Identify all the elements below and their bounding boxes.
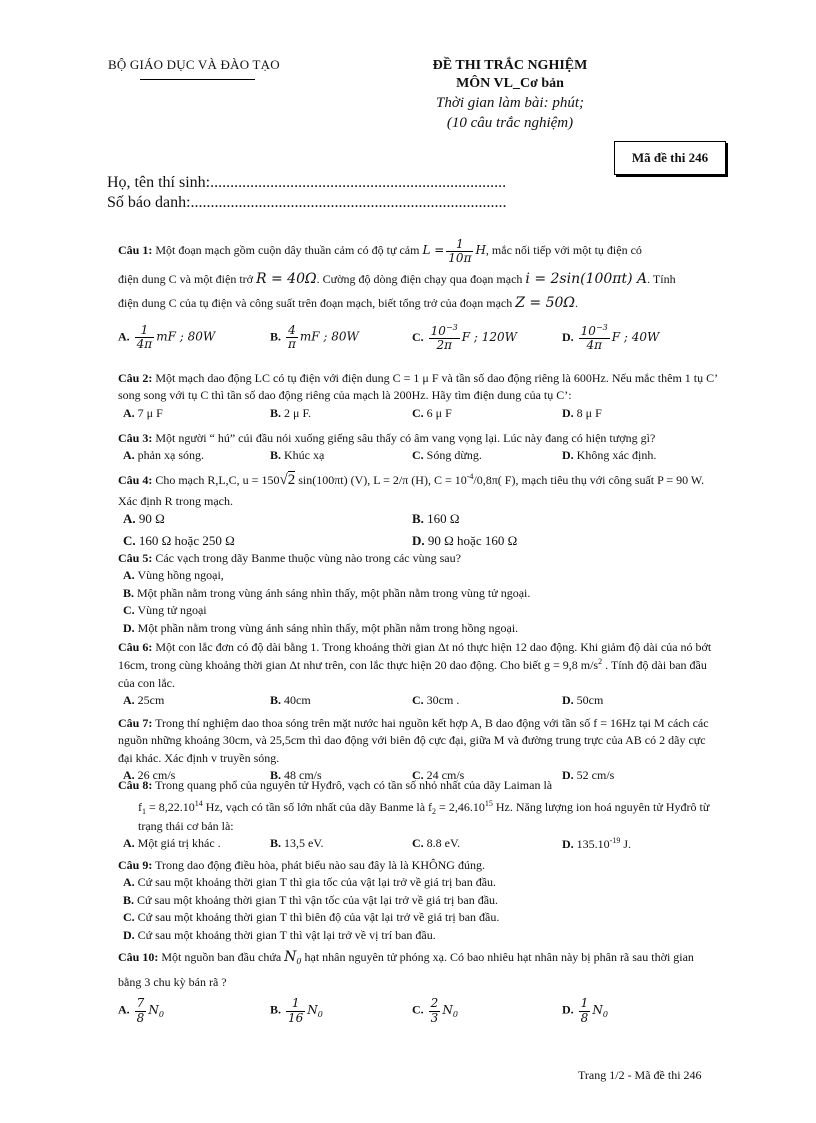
q4-option-a[interactable]: A. 90 Ω [123,510,165,526]
question-5: Câu 5: Các vạch trong dãy Banme thuộc vùng nào trong các vùng sau? A. Vùng hồng ngoại, B. Một phần nằm trong vùng ánh sáng nhìn thấy, một phần nằm trong vùng tử ngoại. C. Vùng tử ngoại D. Một phần nằm trong vùng ánh sáng nhìn thấy, một phần nằm trong hồng ngoại. [118,550,720,637]
question-3: Câu 3: Một người “ hú” cúi đầu nói xuống giếng sâu thấy có âm vang vọng lại. Lúc này đang có hiện tượng gì? A. phản xạ sóng. B. Khúc xạ C. Sóng dừng. D. Không xác định. [118,430,720,464]
q6-option-a[interactable]: A. 25cm [123,693,165,708]
q5-option-b[interactable]: B. Một phần nằm trong vùng ánh sáng nhìn thấy, một phần nằm trong vùng tử ngoại. [123,585,531,600]
q2-option-d[interactable]: D. 8 μ F [562,405,602,420]
subject: MÔN VL_Cơ bản [456,76,564,91]
q9-option-c[interactable]: C. Cứ sau một khoảng thời gian T thì biên độ của vật lại trở về giá trị ban đầu. [123,910,500,925]
question-6: Câu 6: Một con lắc đơn có độ dài bằng 1. Trong khoảng thời gian Δt nó thực hiện 12 dao động. Khi giảm độ dài của nó bớt 16cm, trong cùng khoảng thời gian Δt như trên, con lắc thực hiện 20 dao động. Cho biết g = 9,8 $m/s^2$ . Tính độ dài ban đầu của con lắc. A. 25cm B. 40cm C. 30cm . D. 50cm [118,639,720,709]
q7-option-b[interactable]: B. 48 cm/s [270,768,322,783]
q8-option-c[interactable]: C. 8.8 eV. [412,836,461,851]
q1-L: L = [422,243,445,257]
q5-option-d[interactable]: D. Một phần nằm trong vùng ánh sáng nhìn thấy, một phần nằm trong hồng ngoại. [123,620,519,635]
q2-text: Một mạch dao động LC có tụ điện với điện dung C = 1 μ F và tần số dao động riêng là 600Hz. Nếu mắc thêm 1 tụ C’ song song với tụ C thì tần số dao động riêng của mạch là 200Hz. Hãy tìm điện dung của tụ C’: [118,371,718,403]
student-name-field: Họ, tên thí sinh:.......................................................................... [107,174,507,191]
q1-option-c[interactable]: C. $\frac{10^{-3}}{2\pi}$ F ; 120W [412,322,517,352]
q1-Z: Z = 50Ω [515,295,576,312]
exam-code-box: Mã đề thi 246 [614,141,726,175]
q6-option-b[interactable]: B. 40cm [270,693,311,708]
q1-L-fraction: $\frac{1}{10\pi}$ [448,236,472,265]
exam-time: Thời gian làm bài: phút; [435,95,584,111]
q10-option-b[interactable]: B. $\frac{1}{16}$ $N_0$ [270,996,323,1025]
q10-option-d[interactable]: D. $\frac{1}{8}$ $N_0$ [562,996,608,1025]
question-2: Câu 2: Một mạch dao động LC có tụ điện với điện dung C = 1 μ F và tần số dao động riêng là 600Hz. Nếu mắc thêm 1 tụ C’ song song với tụ C thì tần số dao động riêng của mạch là 200Hz. Hãy tìm điện dung của tụ C’: A. 7 μ F B. 2 μ F. C. 6 μ F D. 8 μ F [118,370,720,422]
q7-option-d[interactable]: D. 52 cm/s [562,768,615,783]
q2-option-b[interactable]: B. 2 μ F. [270,405,312,420]
q8-option-a[interactable]: A. Một giá trị khác . [123,836,221,851]
q4-option-b[interactable]: B. 160 Ω [412,510,460,526]
q10-option-c[interactable]: C. $\frac{2}{3}$ $N_0$ [412,996,458,1025]
question-count: (10 câu trắc nghiệm) [446,115,574,131]
ministry-name: BỘ GIÁO DỤC VÀ ĐÀO TẠO [108,57,280,72]
q1-current: i = 2sin(100πt) A [525,270,648,287]
q1-text: Một đoạn mạch gồm cuộn dây thuần cảm có độ tự cảm [155,243,420,257]
question-9: Câu 9: Trong dao động điều hòa, phát biểu nào sau đây là là KHÔNG đúng. A. Cứ sau một khoảng thời gian T thì gia tốc của vật lại trở về giá trị ban đầu. B. Cứ sau một khoảng thời gian T thì vận tốc của vật lại trở về giá trị ban đầu. C. Cứ sau một khoảng thời gian T thì biên độ của vật lại trở về giá trị ban đầu. D. Cứ sau một khoảng thời gian T thì vật lại trở về vị trí ban đầu. [118,857,720,944]
question-4: Câu 4: Cho mạch R,L,C, u = 150√2 sin(100πt) (V), L = 2/π (H), $C = 10^{-4}/0,8\pi$( F), mạch tiêu thụ với công suất P = 90 W. Xác định R trong mạch. A. 90 Ω B. 160 Ω C. 160 Ω hoặc 250 Ω D. 90 Ω hoặc 160 Ω [118,469,720,554]
q7-option-a[interactable]: A. 26 cm/s [123,768,176,783]
question-10: Câu 10: Một nguồn ban đầu chứa $N_0$ hạt nhân nguyên tử phóng xạ. Có bao nhiêu hạt nhân này bị phân rã sau thời gian bằng 3 chu kỳ bán rã ? A. $\frac{7}{8}$ $N_0$ B. $\frac{1}{16}$ $N_0$ C. $\frac{2}{3}$ $N_0$ D. $\frac{1}{8}$ $N_0$ [118,949,694,1025]
q3-option-d[interactable]: D. Không xác định. [562,448,657,463]
q2-option-c[interactable]: C. 6 μ F [412,405,452,420]
q6-option-c[interactable]: C. 30cm . [412,693,460,708]
student-id-field: Số báo danh:............................................................................... [107,194,507,211]
exam-title: ĐỀ THI TRẮC NGHIỆM [432,58,588,73]
q8-option-b[interactable]: B. 13,5 eV. [270,836,324,851]
q4-option-d[interactable]: D. 90 Ω hoặc 160 Ω [412,532,518,548]
q2-option-a[interactable]: A. 7 μ F [123,405,163,420]
q5-option-a[interactable]: A. Vùng hồng ngoại, [123,568,224,583]
q3-option-b[interactable]: B. Khúc xạ [270,448,325,463]
q5-option-c[interactable]: C. Vùng tử ngoại [123,603,207,618]
q1-option-a[interactable]: A. $\frac{1}{4\pi}$ mF ; 80W [118,322,216,351]
q9-option-d[interactable]: D. Cứ sau một khoảng thời gian T thì vật lại trở về vị trí ban đầu. [123,927,436,942]
q3-option-c[interactable]: C. Sóng dừng. [412,448,482,463]
q1-number: Câu 1: [118,243,153,257]
q7-option-c[interactable]: C. 24 cm/s [412,768,465,783]
page-footer: Trang 1/2 - Mã đề thi 246 [578,1068,702,1082]
q9-option-b[interactable]: B. Cứ sau một khoảng thời gian T thì vận tốc của vật lại trở về giá trị ban đầu. [123,892,499,907]
q1-R: R = 40Ω [256,270,317,287]
question-8: Câu 8: Trong quang phổ của nguyên tử Hyđrô, vạch có tần số nhỏ nhất của dãy Laiman là $f_1 = 8,22.10^{14}$ Hz, vạch có tần số lớn nhất của dãy Banme là $f_2 = 2,46.10^{15}$ Hz. Năng lượng ion hoá nguyên tử Hyđrô từ trạng thái cơ bản là: A. Một giá trị khác . B. 13,5 eV. C. 8.8 eV. D. $135.10^{-19}$ J. [118,777,720,852]
question-1: Câu 1: Một đoạn mạch gồm cuộn dây thuần cảm có độ tự cảm L = $\frac{1}{10\pi}$ H, mắc nối tiếp với một tụ điện có điện dung C và một điện trở R = 40Ω. Cường độ dòng điện chạy qua đoạn mạch i = 2sin(100πt) A. Tính điện dung C của tụ điện và công suất trên đoạn mạch, biết tổng trở của đoạn mạch Z = 50Ω. A. $\frac{1}{4\pi}$ mF ; 80W B. $\frac{4}{\pi}$ mF ; 80W C. $\frac{10^{-3}}{2\pi}$ F ; 120W D. $\frac{10^{-3}}{4\pi}$ F ; 40W [118,236,676,352]
q6-option-d[interactable]: D. 50cm [562,693,604,708]
q1-option-b[interactable]: B. $\frac{4}{\pi}$ mF ; 80W [270,322,359,351]
q3-text: Một người “ hú” cúi đầu nói xuống giếng sâu thấy có âm vang vọng lại. Lúc này đang có hiện tượng gì? [155,431,656,445]
q9-option-a[interactable]: A. Cứ sau một khoảng thời gian T thì gia tốc của vật lại trở về giá trị ban đầu. [123,875,497,890]
ministry-underline [140,79,255,80]
q8-option-d[interactable]: D. $135.10^{-19}$ J. [562,836,632,852]
q1-option-d[interactable]: D. $\frac{10^{-3}}{4\pi}$ F ; 40W [562,322,660,352]
q10-option-a[interactable]: A. $\frac{7}{8}$ $N_0$ [118,996,164,1025]
q3-option-a[interactable]: A. phản xạ sóng. [123,448,204,463]
q4-option-c[interactable]: C. 160 Ω hoặc 250 Ω [123,532,235,548]
question-7: Câu 7: Trong thí nghiệm dao thoa sóng trên mặt nước hai nguồn kết hợp A, B dao động với tần số f = 16Hz tại M cách các nguồn những khoảng 30cm, và 25,5cm thì dao động với biên độ cực đại, giữa M và đường trung trực của AB có 2 dãy cực đại khác. Xác định v truyền sóng. A. 26 cm/s B. 48 cm/s C. 24 cm/s D. 52 cm/s [118,715,720,784]
